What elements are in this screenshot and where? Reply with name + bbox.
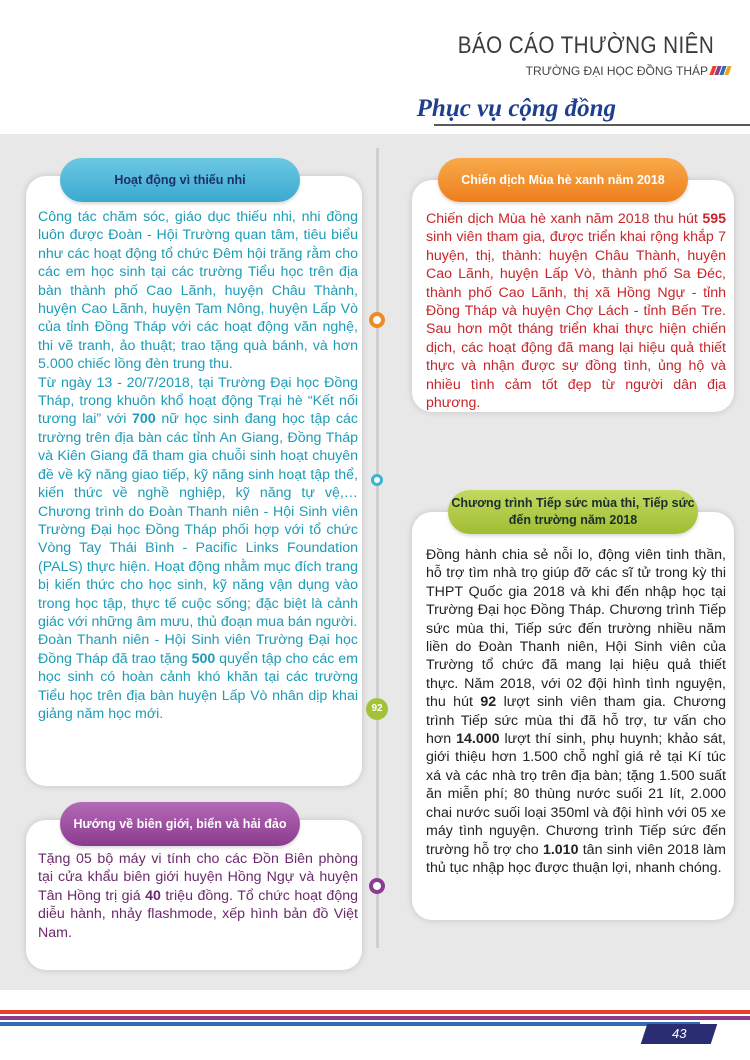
exam-title-line2: đến trường năm 2018 [508,513,638,527]
ribbon-exam [448,490,698,534]
timeline-badge-92: 92 [366,698,388,720]
timeline-dot-blue [371,474,383,486]
children-p2: Từ ngày 13 - 20/7/2018, tại Trường Đại học Đồng Tháp, trong khuôn khổ hoạt động Trại hè “Kết nối tương lai” với 700 nữ học sinh đang học tập các trường trên địa bàn các tỉnh An Giang, Đồng Tháp và Kiên Giang đã tham gia chuỗi sinh hoạt chuyên đề về kỹ năng giao tiếp, kỹ năng sinh hoạt tập thể, kiến thức về nghề nghiệp, kỹ năng tự vệ,… Chương trình do Đoàn Thanh niên - Hội Sinh viên Trường Đại học Đồng Tháp phối hợp với tổ chức Vòng Tay Thái Bình - Pacific Links Foundation (PALS) thực hiện. Hoạt động nhằm mục đích trang bị kiến thức cho học sinh, kỹ năng vận dụng vào trong học tập, thực tế cuộc sống; đặc biệt là cảnh giác với những âm mưu, thủ đoạn mua bán người. [38,374,358,630]
page-number: 43 [641,1024,717,1044]
summer-title: Chiến dịch Mùa hè xanh năm 2018 [461,173,665,187]
ribbon-border [60,802,300,846]
border-p1: Tặng 05 bộ máy vi tính cho các Đồn Biên phòng tại cửa khẩu biên giới huyện Hồng Ngự và huyện Tân Hồng trị giá 40 triệu đồng. Tổ chức hoạt động diễu hành, nhảy flashmode, xếp hình bản đồ Việt Nam. [38,851,358,941]
report-subtitle: TRƯỜNG ĐẠI HỌC ĐỒNG THÁP [525,64,708,78]
heading-rule [434,124,750,126]
timeline-line [376,148,379,948]
page-header [0,0,750,92]
timeline-dot-purple [369,878,385,894]
ribbon-summer [438,158,688,202]
summer-text [426,210,726,412]
exam-p1: Đồng hành chia sẻ nỗi lo, động viên tinh thần, hỗ trợ tìm nhà trọ giúp đỡ các sĩ tử trong kỳ thi THPT Quốc gia 2018 và khi đến nhập học tại Trường Đại học Đồng Tháp. Chương trình Tiếp sức mùa thi, Tiếp sức đến trường nhiều năm liền do Đoàn Thanh niên, Hội Sinh viên của Trường tổ chức đã mang lại hiệu quả thiết thực. Năm 2018, với 02 đội hình tình nguyện, thu hút 92 lượt sinh viên tham gia. Chương trình Tiếp sức mùa thi đã hỗ trợ, tư vấn cho hơn 14.000 lượt thí sinh, phụ huynh; khảo sát, giới thiệu hơn 1.500 chỗ nghỉ giá rẻ tại Kí túc xá và các nhà trọ trên địa bàn; tặng 1.500 suất ăn miễn phí; 80 thùng nước suối 21 lít, 2.000 chai nước suối loại 350ml và đội hình với 05 xe máy tình nguyện. Chương trình Tiếp sức đến trường hỗ trợ cho 1.010 tân sinh viên 2018 làm thủ tục nhập học được thuận lợi, nhanh chóng. [426,547,726,876]
border-title: Hướng về biên giới, biển và hải đảo [73,817,287,831]
exam-title-line1: Chương trình Tiếp sức mùa thi, Tiếp sức [451,496,695,510]
page-heading: Phục vụ cộng đồng [416,95,616,122]
children-p1: Công tác chăm sóc, giáo dục thiếu nhi, nhi đồng luôn được Đoàn - Hội Trường quan tâm, tiêu biểu như các hoạt động tổ chức Đêm hội trăng rằm cho các em học sinh tại các trường Tiểu học trên địa bàn thành phố Cao Lãnh, huyện Châu Thành, huyện Cao Lãnh, huyện Tam Nông, huyện Lấp Vò của tỉnh Đồng Tháp với các hoạt động văn nghệ, thi vẽ tranh, ảo thuật; trao tặng quà bánh, và hơn 5.000 chiếc lồng đèn trung thu. [38,209,358,373]
border-text [38,850,358,942]
ribbon-children [60,158,300,202]
summer-p1: Chiến dịch Mùa hè xanh năm 2018 thu hút 595 sinh viên tham gia, được triển khai rộng khắp 7 huyện, thị, thành: huyện Châu Thành, huyện Cao Lãnh, huyện Lấp Vò, thành phố Sa Đéc, thành phố Cao Lãnh, thị xã Hồng Ngự - tỉnh Đồng Tháp và huyện Chợ Lách - tỉnh Bến Tre. Sau hơn một tháng triển khai thực hiện chiến dịch, các hoạt động đã mang lại hiệu quả thiết thực và nhận được sự đồng tình, ủng hộ và nhiều tình cảm tốt đẹp từ người dân địa phương. [426,211,726,412]
children-text [38,208,358,723]
timeline-dot-orange [369,312,385,328]
header-stripes [711,66,730,75]
children-p3: Đoàn Thanh niên - Hội Sinh viên Trường Đại học Đồng Tháp đã trao tặng 500 quyển tập cho các em học sinh có hoàn cảnh khó khăn tại các trường Tiểu học trên địa bàn huyện Lấp Vò nhân dịp khai giảng năm học mới. [38,632,358,722]
exam-text [426,546,726,877]
report-title: BÁO CÁO THƯỜNG NIÊN [457,32,714,59]
children-title: Hoạt động vì thiếu nhi [114,173,246,187]
